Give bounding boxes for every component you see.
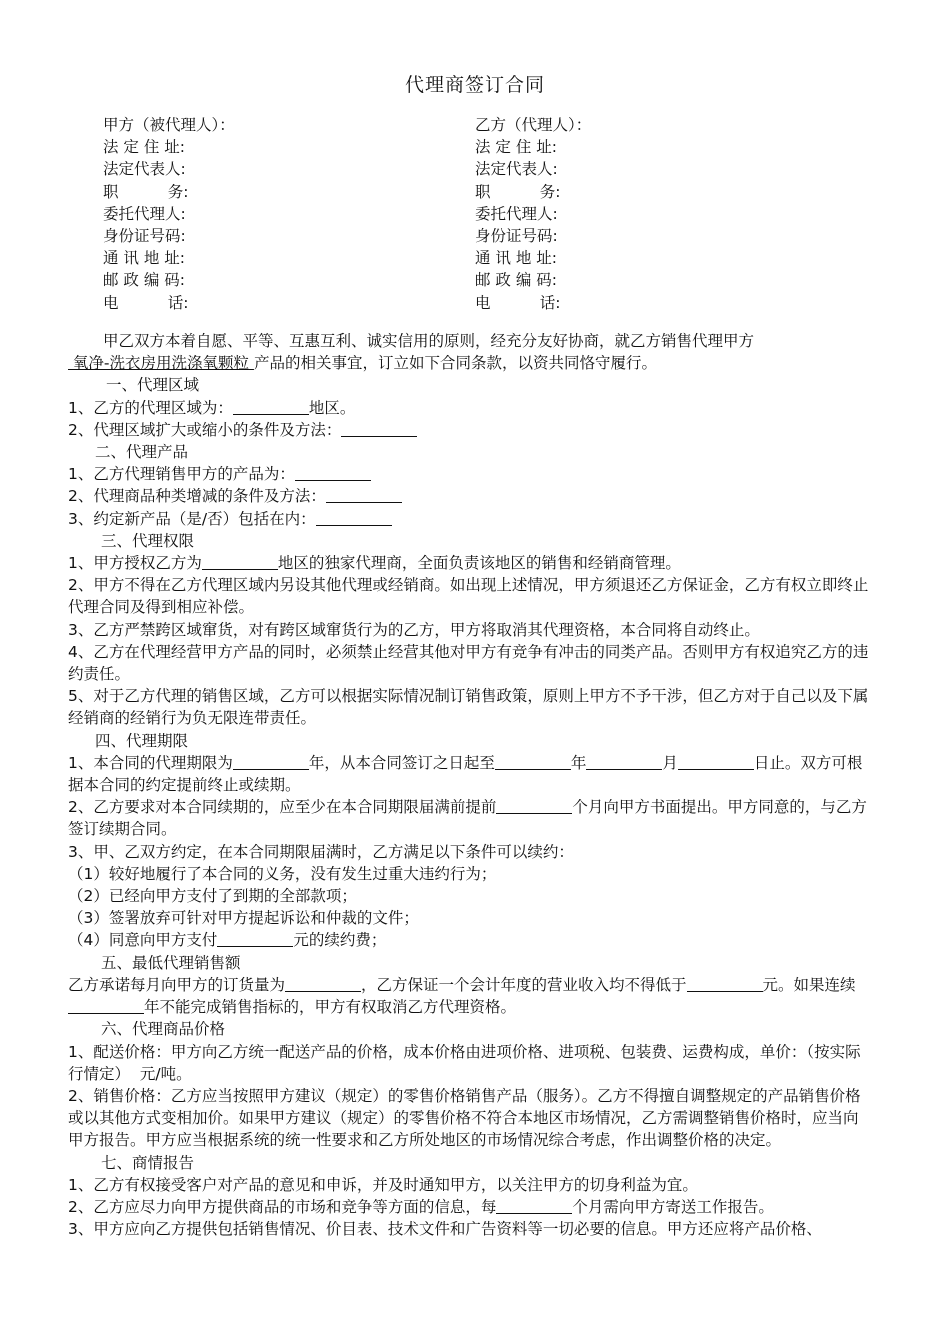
blank-line[interactable] bbox=[233, 399, 309, 415]
clause: 3、乙方严禁跨区域窜货，对有跨区域窜货行为的乙方，甲方将取消其代理资格，本合同将自动终止。 bbox=[68, 620, 760, 639]
blank-line[interactable] bbox=[495, 754, 571, 770]
party-a-header: 甲方（被代理人）： bbox=[103, 116, 235, 134]
blank-line[interactable] bbox=[496, 798, 572, 814]
party-a-field: 通 讯 地 址: bbox=[103, 249, 186, 268]
clause: 2、乙方应尽力向甲方提供商品的市场和竞争等方面的信息，每 个月需向甲方寄送工作报告。 bbox=[68, 1197, 774, 1216]
clause: 1、乙方的代理区域为： 地区。 bbox=[68, 398, 356, 417]
party-b-field: 职 务: bbox=[475, 182, 561, 201]
clause: 3、甲方应向乙方提供包括销售情况、价目表、技术文件和广告资料等一切必要的信息。甲方还应将产品价格、 bbox=[68, 1220, 822, 1239]
party-a-field: 委托代理人: bbox=[103, 204, 186, 223]
section-heading: 六、代理商品价格 bbox=[101, 1020, 226, 1039]
document-title: 代理商签订合同 bbox=[404, 74, 545, 96]
intro-paragraph: 甲乙双方本着自愿、平等、互惠互利、诚实信用的原则，经充分友好协商，就乙方销售代理甲方 氧净-洗衣房用洗涤氧颗粒 产品的相关事宜，订立如下合同条款，以资共同恪守履行。 bbox=[68, 332, 755, 373]
party-a-field: 法 定 住 址: bbox=[103, 138, 186, 157]
condition-item: （3）签署放弃可针对甲方提起诉讼和仲裁的文件； bbox=[68, 909, 419, 928]
party-b-field: 邮 政 编 码: bbox=[475, 271, 558, 290]
party-b-field: 委托代理人: bbox=[475, 204, 558, 223]
clause: 2、乙方要求对本合同续期的，应至少在本合同期限届满前提前 个月向甲方书面提出。甲方同意的，与乙方签订续期合同。 bbox=[68, 798, 867, 839]
party-b-field: 法 定 住 址: bbox=[475, 138, 558, 157]
clause: 1、配送价格：甲方向乙方统一配送产品的价格，成本价格由进项价格、进项税、包装费、运费构成，单价：（按实际行情定） 元/吨。 bbox=[68, 1042, 861, 1083]
blank-line[interactable] bbox=[217, 931, 293, 947]
blank-line[interactable] bbox=[678, 754, 754, 770]
party-a-field: 电 话: bbox=[103, 293, 189, 312]
condition-item: （4）同意向甲方支付 元的续约费； bbox=[68, 931, 387, 950]
party-a-block bbox=[103, 114, 235, 314]
clause: 1、本合同的代理期限为 年，从本合同签订之日起至 年 月 日止。双方可根据本合同的约定提前终止或续期。 bbox=[68, 753, 863, 795]
blank-line[interactable] bbox=[202, 554, 278, 570]
clause: 2、销售价格：乙方应当按照甲方建议（规定）的零售价格销售产品（服务）。乙方不得擅自调整规定的产品销售价格或以其他方式变相加价。如果甲方建议（规定）的零售价格不符合本地区市场情况，乙方需调整销售价格时，应当向甲方报告。甲方应当根据系统的统一性要求和乙方所处地区的市场情况综合考虑，作出调整价格的决定。 bbox=[68, 1086, 861, 1150]
section-heading: 二、代理产品 bbox=[95, 443, 189, 462]
clause: 3、约定新产品（是/否）包括在内： bbox=[68, 508, 870, 530]
clause: 1、乙方有权接受客户对产品的意见和申诉，并及时通知甲方，以关注甲方的切身利益为宜。 bbox=[68, 1175, 698, 1194]
party-b-field: 法定代表人: bbox=[475, 160, 558, 179]
party-a-field: 身份证号码: bbox=[103, 226, 186, 245]
condition-item: （1）较好地履行了本合同的义务，没有发生过重大违约行为； bbox=[68, 864, 497, 883]
section-heading: 五、最低代理销售额 bbox=[101, 953, 241, 972]
clause: 2、代理商品种类增减的条件及方法： bbox=[68, 485, 870, 507]
blank-line[interactable] bbox=[496, 1198, 572, 1214]
party-a-field: 法定代表人: bbox=[103, 160, 186, 179]
party-a-field: 邮 政 编 码: bbox=[103, 271, 186, 290]
section-heading: 四、代理期限 bbox=[95, 731, 189, 750]
section-heading: 一、代理区域 bbox=[106, 376, 200, 395]
party-b-block bbox=[475, 114, 591, 314]
party-b-header: 乙方（代理人）： bbox=[475, 116, 592, 134]
clause: 4、乙方在代理经营甲方产品的同时，必须禁止经营其他对甲方有竞争有冲击的同类产品。否则甲方有权追究乙方的违约责任。 bbox=[68, 642, 869, 684]
blank-line[interactable] bbox=[285, 976, 361, 992]
clause: 2、代理区域扩大或缩小的条件及方法： bbox=[68, 419, 870, 441]
blank-line[interactable] bbox=[586, 754, 662, 770]
blank-line[interactable] bbox=[295, 465, 371, 481]
party-b-field: 身份证号码: bbox=[475, 226, 558, 245]
clause: 5、对于乙方代理的销售区域，乙方可以根据实际情况制订销售政策，原则上甲方不予干涉，但乙方对于自己以及下属经销商的经销行为负无限连带责任。 bbox=[68, 687, 869, 728]
clause: 2、甲方不得在乙方代理区域内另设其他代理或经销商。如出现上述情况，甲方须退还乙方保证金，乙方有权立即终止代理合同及得到相应补偿。 bbox=[68, 576, 869, 617]
blank-line[interactable] bbox=[68, 998, 144, 1014]
contract-body bbox=[68, 330, 870, 1240]
blank-line[interactable] bbox=[687, 976, 763, 992]
clause: 1、甲方授权乙方为 地区的独家代理商，全面负责该地区的销售和经销商管理。 bbox=[68, 554, 681, 573]
clause: 1、乙方代理销售甲方的产品为： bbox=[68, 463, 870, 485]
condition-item: （2）已经向甲方支付了到期的全部款项； bbox=[68, 887, 357, 906]
party-a-field: 职 务: bbox=[103, 182, 189, 201]
product-name: 氧净-洗衣房用洗涤氧颗粒 bbox=[68, 354, 254, 373]
party-b-field: 电 话: bbox=[475, 293, 561, 312]
section-heading: 七、商情报告 bbox=[101, 1153, 195, 1172]
blank-line[interactable] bbox=[316, 510, 392, 526]
blank-line[interactable] bbox=[326, 487, 402, 503]
blank-line[interactable] bbox=[341, 421, 417, 437]
party-b-field: 通 讯 地 址: bbox=[475, 249, 558, 268]
section-heading: 三、代理权限 bbox=[101, 531, 195, 550]
clause: 3、甲、乙双方约定，在本合同期限届满时，乙方满足以下条件可以续约： bbox=[68, 842, 574, 861]
blank-line[interactable] bbox=[233, 754, 309, 770]
clause: 乙方承诺每月向甲方的订货量为 ，乙方保证一个会计年度的营业收入均不得低于 元。如果连续年不能完成销售指标的，甲方有权取消乙方代理资格。 bbox=[68, 975, 856, 1017]
